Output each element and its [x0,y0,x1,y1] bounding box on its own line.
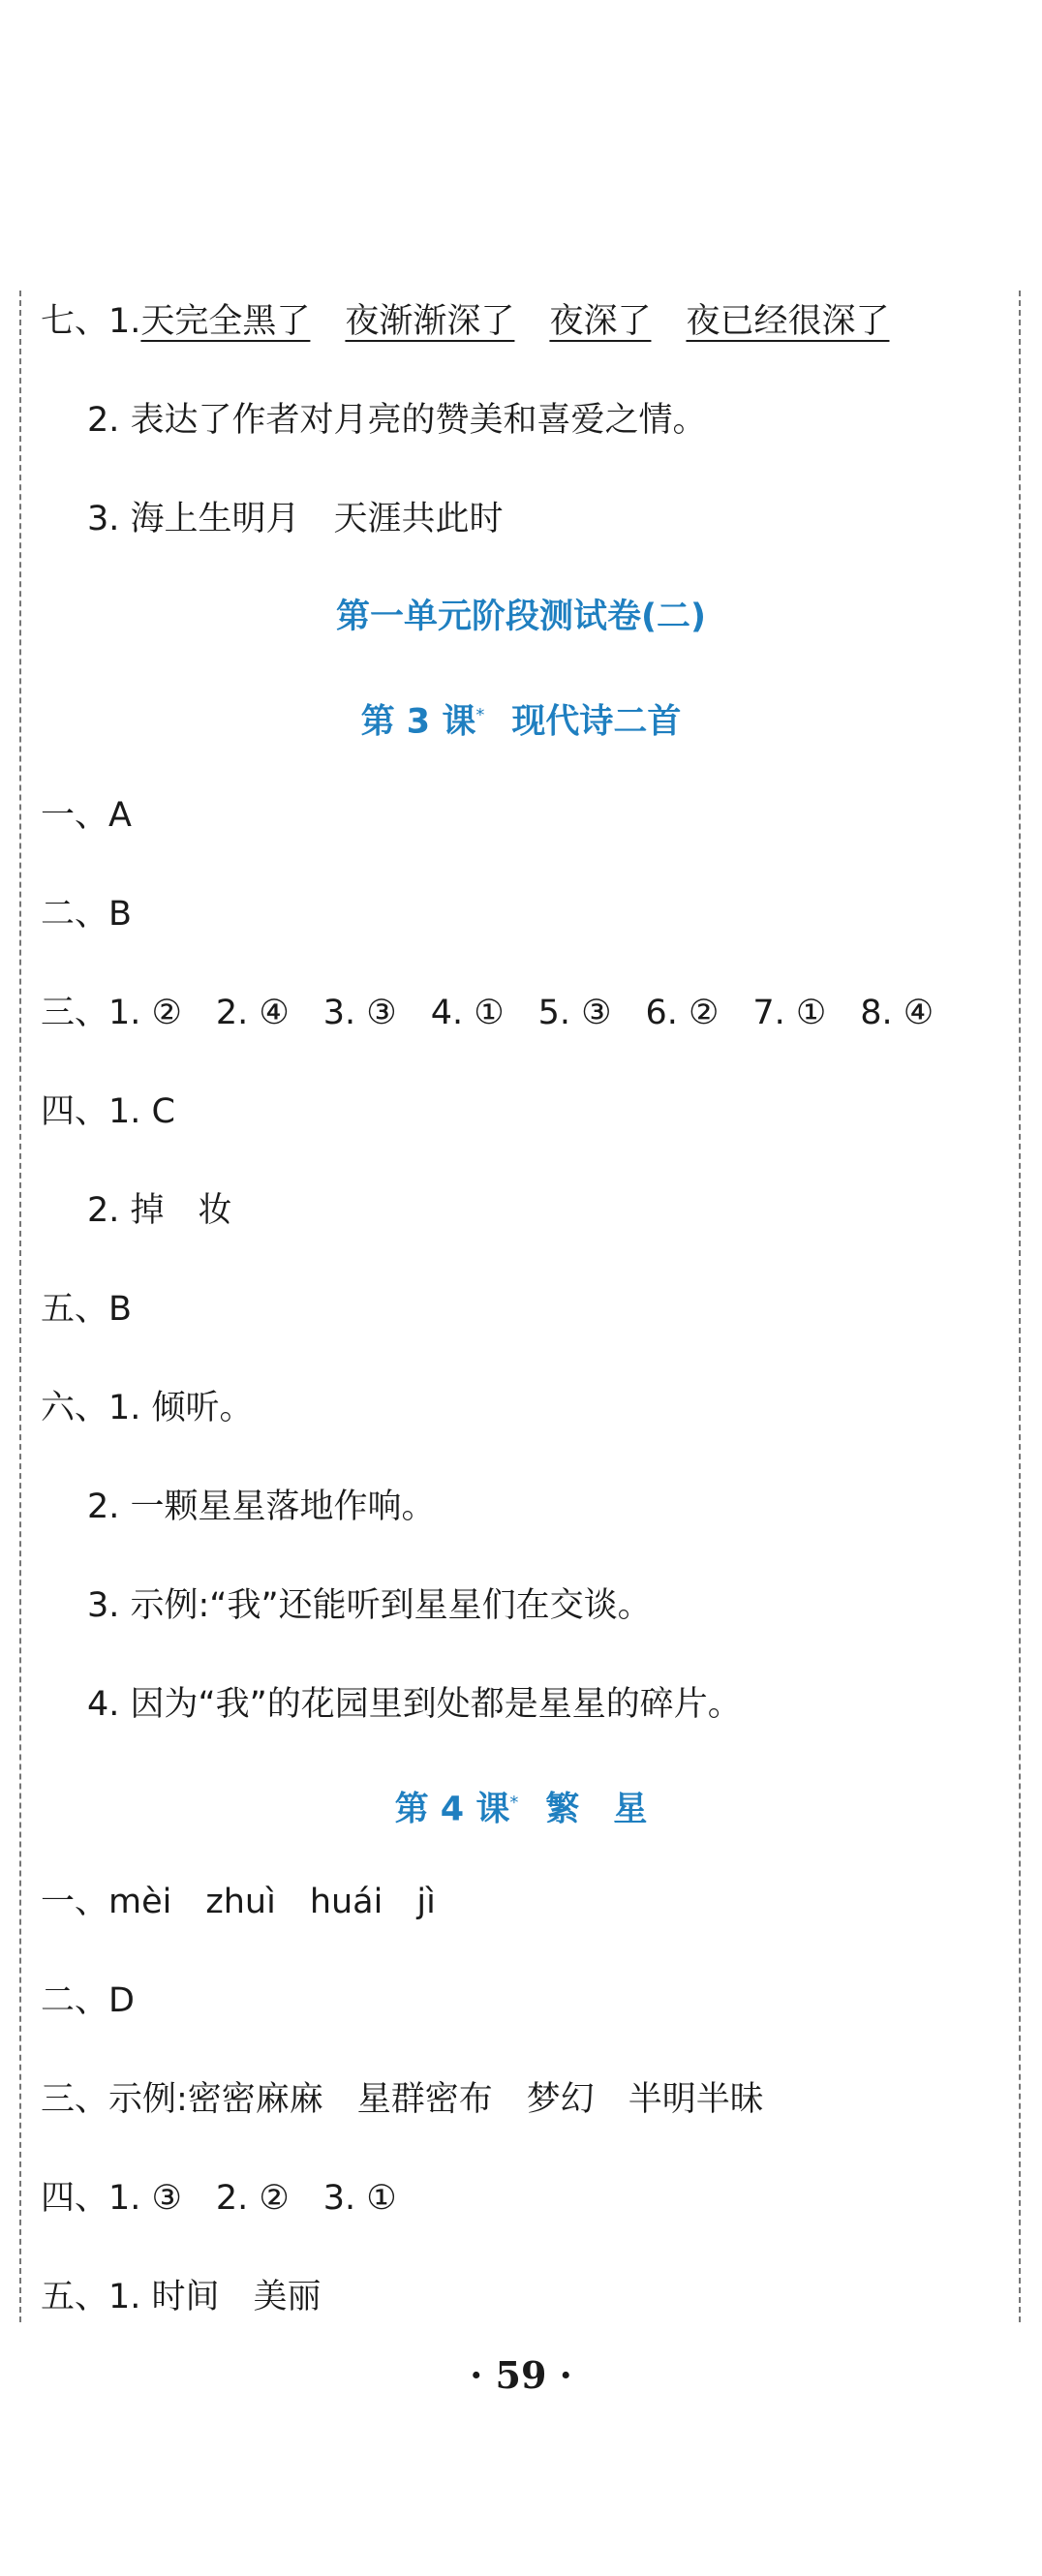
lesson4-answer-5: 五、1. 时间 美丽 [41,2278,322,2316]
lesson3-answer-6-3: 3. 示例:“我”还能听到星星们在交谈。 [87,1586,652,1625]
answer-7-1-part3: 夜深了 [549,302,652,341]
lesson3-answer-5: 五、B [41,1290,133,1329]
lesson3-answer-1: 一、A [41,796,132,835]
lesson4-title [0,1782,1042,1831]
section-title: 第一单元阶段测试卷(二) [336,598,706,636]
lesson4-name: 繁 星 [545,1790,648,1829]
lesson3-answer-4-1: 四、1. C [41,1092,175,1131]
lesson3-number: 第 3 课 [360,702,476,742]
lesson3-name: 现代诗二首 [511,702,682,742]
lesson4-answer-3: 三、示例:密密麻麻 星群密布 梦幻 半明半昧 [41,2080,764,2119]
answer-7-1-part2: 夜渐渐深了 [345,302,515,341]
lesson3-star: * [475,705,485,725]
answer-7-1-part1: 天完全黑了 [140,302,311,341]
answer-7-2: 2. 表达了作者对月亮的赞美和喜爱之情。 [87,401,707,440]
lesson3-answer-3: 三、1. ② 2. ④ 3. ③ 4. ① 5. ③ 6. ② 7. ① 8. ④ [41,994,935,1032]
lesson3-answer-4-2: 2. 掉 妆 [87,1191,232,1230]
page-number: · 59 · [470,2353,572,2397]
lesson4-answer-4: 四、1. ③ 2. ② 3. ① [41,2179,397,2218]
answer-7-1 [41,300,889,343]
lesson4-answer-1: 一、mèi zhuì huái jì [41,1883,436,1921]
answer-7-3: 3. 海上生明月 天涯共此时 [87,500,504,538]
lesson4-number: 第 4 课 [394,1790,510,1829]
lesson3-answer-2: 二、B [41,895,133,934]
answer-7-1-part4: 夜已经很深了 [686,302,890,341]
answer-7-prefix: 七、1. [41,302,141,341]
lesson3-answer-6-2: 2. 一颗星星落地作响。 [87,1487,436,1526]
lesson4-star: * [509,1793,519,1813]
lesson3-title [0,694,1042,744]
lesson4-answer-2: 二、D [41,1981,135,2020]
lesson3-answer-6-4: 4. 因为“我”的花园里到处都是星星的碎片。 [87,1685,742,1724]
lesson3-answer-6-1: 六、1. 倾听。 [41,1389,254,1427]
